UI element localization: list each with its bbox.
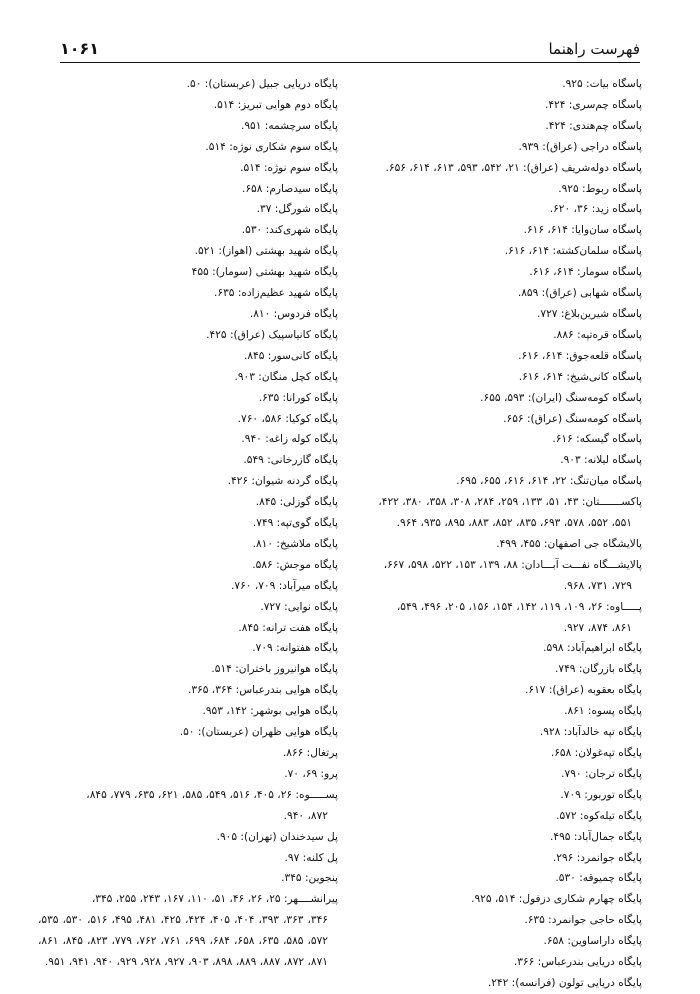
index-entry-text: پایگاه تیله‌کوه: ۵۷۲.	[556, 809, 642, 822]
index-column-left	[38, 74, 338, 973]
index-entry	[342, 743, 642, 764]
index-entry-text: پایگاه شهید بهشتی (سومار): ۴۵۵	[191, 266, 338, 279]
index-entry	[342, 785, 642, 806]
index-entry-text: پایگاه تپه‌غولان: ۶۵۸.	[550, 747, 642, 759]
index-entry-text: پایگاه سوم نوژه: ۵۱۴.	[240, 161, 338, 174]
index-entry-text: پایگاه بعقوبه (عراق): ۶۱۷.	[525, 684, 642, 697]
index-entry	[38, 722, 338, 743]
index-entry-text: پایگاه شهری‌کند: ۵۳۰.	[241, 224, 338, 237]
index-entry-text: پاکســـــــتان: ۴۳، ۵۱، ۱۳۳، ۲۵۹، ۲۸۴، ۳۰۸، ۳۵۸، ۳۸۰، ۴۲۲،	[378, 496, 642, 509]
index-entry	[342, 680, 642, 701]
index-entry-text: پاسگاه سلمان‌کشته: ۶۱۴، ۶۱۶.	[504, 245, 642, 258]
index-entry	[342, 806, 642, 827]
index-entry	[38, 429, 338, 450]
index-entry-text: پایگاه میرآباد: ۷۰۹، ۷۶۰.	[231, 579, 338, 592]
index-entry-text: پایگاه کورانا: ۶۳۵.	[258, 391, 338, 404]
index-entry	[342, 910, 642, 931]
index-entry	[342, 659, 642, 680]
index-entry	[342, 199, 642, 220]
index-entry-text: پایگاه چمیوقه: ۵۳۰.	[555, 872, 642, 885]
index-entry	[38, 680, 338, 701]
index-entry-text: پـــــاوه: ۲۶، ۱۰۹، ۱۱۹، ۱۴۲، ۱۵۴، ۱۵۶، ۲۰۵، ۴۹۶، ۵۴۹،	[396, 600, 642, 613]
index-entry-text: پایگاه ترجان: ۷۹۰.	[561, 767, 642, 780]
index-entry-text: پایگاه هوایی ظهران (عربستان): ۵۰.	[179, 726, 338, 739]
index-entry	[342, 471, 642, 492]
index-entry-text: پرو: ۶۹، ۷۰.	[284, 767, 338, 780]
index-entry	[342, 95, 642, 116]
index-entry-text: پایگاه سرچشمه: ۹۵۱.	[240, 119, 338, 132]
page-header	[60, 28, 640, 63]
index-entry-text: پاسگاه زید: ۳۶، ۶۲۰.	[549, 203, 642, 216]
index-entry	[38, 743, 338, 764]
index-entry	[38, 220, 338, 241]
index-entry	[38, 409, 338, 430]
index-entry	[342, 137, 642, 158]
index-entry-text: پایگاه ابراهیم‌آباد: ۵۹۸.	[543, 642, 642, 655]
index-entry	[38, 199, 338, 220]
index-entry-text: پل سیدخندان (تهران): ۹۰۵.	[216, 830, 338, 843]
index-entry	[342, 534, 642, 555]
index-entry-text: پاسگاه شیرین‌بلاغ: ۷۲۷.	[537, 307, 642, 320]
index-entry	[38, 283, 338, 304]
index-entry	[342, 283, 642, 304]
index-entry-text: پایگاه شورگل: ۳۷.	[256, 203, 338, 216]
page-number: ۱۰۶۱	[60, 39, 100, 58]
index-entry	[38, 576, 338, 597]
index-entry	[342, 701, 642, 722]
index-entry	[38, 304, 338, 325]
index-entry-text: پایگاه دریایی تولون (فرانسه): ۲۴۲.	[487, 976, 642, 989]
index-entry-text: پایگاه کوله زاغه: ۹۴۰.	[241, 433, 338, 446]
index-entry-text: پالایشـــگاه نفـــت آبـــادان: ۸۸، ۱۳۹، ۱۵۳، ۵۲۲، ۵۹۸، ۶۶۷،	[383, 558, 642, 571]
index-entry	[342, 409, 642, 430]
index-entry-text: پایگاه سوم شکاری نوژه: ۵۱۴.	[205, 140, 338, 153]
index-entry	[342, 158, 642, 179]
index-entry	[38, 241, 338, 262]
index-entry	[342, 952, 642, 973]
index-entry-text: پایگاه شهید بهشتی (اهواز): ۵۲۱.	[194, 245, 338, 258]
index-entry	[38, 179, 338, 200]
index-entry-text: پایگاه گازرخانی: ۵۴۹.	[243, 454, 338, 467]
index-entry	[38, 848, 338, 869]
index-entry-text: پایگاه چهارم شکاری دزفول: ۵۱۴، ۹۲۵.	[471, 893, 642, 906]
index-entry	[342, 220, 642, 241]
index-entry	[342, 388, 642, 409]
index-entry	[38, 764, 338, 785]
index-entry-text: پاسگاه کانی‌شیخ: ۶۱۴، ۶۱۶.	[518, 370, 642, 383]
index-entry	[342, 429, 642, 450]
index-entry-text: پل کلنه: ۹۷.	[284, 851, 338, 864]
index-entry-text: پاسگاه سان‌وایا: ۶۱۴، ۶۱۶.	[523, 224, 642, 237]
index-entry-text: پاسگاه سومار: ۶۱۴، ۶۱۶.	[529, 266, 642, 279]
index-entry-text: پایگاه هفتوانه: ۷۰۹.	[252, 642, 338, 655]
index-entry-text: پایگاه ملاشیخ: ۸۱۰.	[252, 537, 338, 550]
index-entry-text: پرتغال: ۸۶۶.	[282, 747, 338, 759]
index-entry	[38, 638, 338, 659]
index-entry-text: پایگاه جمال‌آباد: ۴۹۵.	[550, 830, 642, 843]
index-entry	[38, 701, 338, 722]
index-entry	[342, 889, 642, 910]
index-entry	[342, 450, 642, 471]
index-entry	[38, 262, 338, 283]
index-entry-text: پاسگاه کومه‌سنگ (عراق): ۶۵۶.	[503, 412, 642, 425]
index-entry-text: پایگاه دریایی بندرعباس: ۳۶۶.	[513, 956, 642, 969]
index-entry-text: پایگاه هوایی بوشهر: ۱۴۲، ۹۵۳.	[202, 705, 338, 718]
index-entry-text: پاسگاه دراجی (عراق): ۹۳۹.	[518, 140, 642, 153]
index-entry-text: پایگاه جوانمرد: ۲۹۶.	[552, 851, 642, 864]
index-entry	[38, 137, 338, 158]
index-entry	[38, 116, 338, 137]
index-entry-text: پنجوین: ۳۴۵.	[281, 872, 338, 885]
index-entry	[38, 785, 338, 827]
index-entry-text: پایگاه کانیاسپیک (عراق): ۴۲۵.	[206, 328, 338, 341]
index-entry	[38, 346, 338, 367]
index-entry	[38, 367, 338, 388]
index-entry-text: پایگاه بازرگان: ۷۴۹.	[555, 663, 642, 676]
index-entry	[342, 764, 642, 785]
index-entry	[38, 618, 338, 639]
index-entry	[38, 889, 338, 973]
index-entry	[342, 325, 642, 346]
index-entry-text: پاسگاه گیسکه: ۶۱۶.	[552, 433, 642, 446]
index-entry	[38, 471, 338, 492]
index-entry	[342, 304, 642, 325]
index-entry	[38, 555, 338, 576]
index-entry-text: پیرانشــــهر: ۲۵، ۲۶، ۴۶، ۵۱، ۱۱۰، ۱۶۷، ۲۴۳، ۲۵۵، ۳۴۵،	[91, 893, 338, 906]
index-entry	[342, 492, 642, 534]
index-entry-text: پایگاه سیدصارم: ۶۵۸.	[241, 182, 338, 195]
index-entry-continuation: ۸۷۲، ۹۴۰.	[283, 809, 328, 822]
index-entry-text: پاسگاه قلعه‌جوق: ۶۱۴، ۶۱۶.	[518, 349, 642, 362]
index-entry	[38, 597, 338, 618]
index-entry-text: پایگاه هفت ترانه: ۸۴۵.	[238, 621, 338, 634]
index-entry	[38, 388, 338, 409]
index-entry	[342, 116, 642, 137]
index-entry-text: پایگاه حاجی جوانمرد: ۶۳۵.	[524, 914, 642, 927]
index-entry-text: پاسگاه دوله‌شریف (عراق): ۲۱، ۵۴۲، ۵۹۳، ۶۱۳، ۶۱۴، ۶۵۶.	[385, 161, 642, 174]
index-entry-text: پایگاه گردنه شیوان: ۴۲۶.	[227, 475, 338, 488]
index-entry-continuation: ۷۲۹، ۷۳۱، ۹۶۸.	[563, 579, 632, 592]
index-entry-text: پاسگاه ربوط: ۹۲۵.	[558, 182, 642, 195]
index-entry	[38, 659, 338, 680]
index-entry-text: پایگاه پسوه: ۸۶۱.	[564, 705, 642, 718]
index-entry	[342, 868, 642, 889]
index-entry-text: پایگاه دریایی جبیل (عربستان): ۵۰.	[186, 78, 338, 90]
index-entry-continuation: ۵۵۱، ۵۵۲، ۵۷۸، ۶۹۳، ۸۳۵، ۸۵۲، ۸۸۳، ۸۹۵، ۹۳۵، ۹۶۴.	[396, 517, 632, 530]
index-entry-text: پایگاه داراساوین: ۶۵۸.	[543, 935, 642, 948]
index-entry	[38, 74, 338, 95]
index-entry	[342, 179, 642, 200]
index-entry	[342, 74, 642, 95]
index-entry-text: پایگاه گوی‌تپه: ۷۴۹.	[252, 517, 338, 530]
index-entry-text: پاسگاه شهابی (عراق): ۸۵۹.	[517, 287, 642, 300]
index-entry	[38, 827, 338, 848]
index-entry	[342, 722, 642, 743]
index-entry-text: پایگاه کچل منگان: ۹۰۳.	[234, 370, 338, 383]
index-entry-text: پاسگاه میان‌تنگ: ۲۲، ۶۱۴، ۶۱۶، ۶۵۵، ۶۹۵.	[456, 475, 642, 488]
index-entry	[342, 241, 642, 262]
index-entry-text: پایگاه کوکیا: ۵۸۶، ۷۶۰.	[237, 412, 338, 425]
index-entry-text: پاسگاه چم‌سری: ۴۲۴.	[544, 98, 642, 111]
index-entry	[342, 367, 642, 388]
index-entry	[342, 638, 642, 659]
index-entry-text: پســـــوه: ۲۶، ۴۰۵، ۵۱۶، ۵۴۹، ۵۸۵، ۶۲۱، ۶۳۵، ۷۷۹، ۸۴۵،	[86, 788, 338, 801]
index-entry-text: پایگاه هوایی بندرعباس: ۳۶۴، ۳۶۵.	[187, 684, 338, 697]
index-entry	[38, 95, 338, 116]
index-entry	[342, 848, 642, 869]
index-entry-text: پالایشگاه جی اصفهان: ۴۵۵، ۴۹۹.	[496, 537, 642, 550]
index-entry	[38, 534, 338, 555]
index-entry-text: پایگاه نوایی: ۷۲۷.	[260, 600, 338, 613]
index-entry	[342, 346, 642, 367]
index-entry-text: پایگاه هوانیروز باختران: ۵۱۴.	[211, 663, 338, 676]
index-entry-text: پاسگاه قره‌تپه: ۸۸۶.	[553, 328, 642, 341]
index-entry-text: پایگاه موجش: ۵۸۶.	[252, 558, 338, 571]
index-entry-continuation: ۳۴۶، ۳۶۳، ۳۹۳، ۴۰۴، ۴۰۵، ۴۲۴، ۴۲۵، ۴۸۱، ۴۹۵، ۵۱۶، ۵۳۰، ۵۳۵، ۵۷۲، ۵۸۵، ۶۳۵، ۶۵۸، ۶۸۴، ۶۹۹، ۷۶۱، ۷۶۲، ۷۷۹، ۸۲۳، ۸۴۵، ۸۶۱، ۸۷۱، ۸۷۲، ۸۸۷، ۸۸۹، ۸۹۸، ۹۰۳، ۹۲۷، ۹۲۸، ۹۲۹، ۹۴۰، ۹۴۱، ۹۵۱.	[38, 914, 328, 969]
index-entry-text: پاسگاه کومه‌سنگ (ایران): ۵۹۳، ۶۵۵.	[480, 391, 642, 404]
index-entry	[342, 262, 642, 283]
index-entry-text: پایگاه شهید عظیم‌زاده: ۶۳۵.	[214, 287, 338, 300]
index-entry	[38, 513, 338, 534]
index-entry-text: پایگاه تپه خالدآباد: ۹۲۸.	[539, 726, 642, 739]
index-entry-text: پایگاه فردوس: ۸۱۰.	[249, 307, 338, 320]
index-entry	[342, 555, 642, 597]
index-entry	[38, 450, 338, 471]
index-entry-text: پاسگاه بیات: ۹۲۵.	[562, 78, 642, 90]
index-entry-continuation: ۸۶۱، ۸۷۴، ۹۲۷.	[563, 621, 632, 634]
index-entry	[342, 931, 642, 952]
index-entry	[38, 492, 338, 513]
index-entry-text: پایگاه دوم هوایی تبریز: ۵۱۴.	[213, 98, 338, 111]
index-entry	[342, 827, 642, 848]
index-entry-text: پاسگاه چم‌هندی: ۴۲۴.	[545, 119, 642, 132]
index-entry-text: پاسگاه لیلانه: ۹۰۳.	[560, 454, 642, 467]
index-entry	[342, 597, 642, 639]
index-entry	[38, 325, 338, 346]
index-entry-text: پایگاه کانی‌سور: ۸۴۵.	[243, 349, 338, 362]
running-title: فهرست راهنما	[548, 40, 640, 58]
index-entry-text: پایگاه توربور: ۷۰۹.	[560, 788, 642, 801]
index-entry	[38, 868, 338, 889]
index-entry-text: پایگاه گوزلی: ۸۴۵.	[255, 496, 338, 509]
index-column-right	[342, 74, 642, 994]
index-entry	[38, 158, 338, 179]
